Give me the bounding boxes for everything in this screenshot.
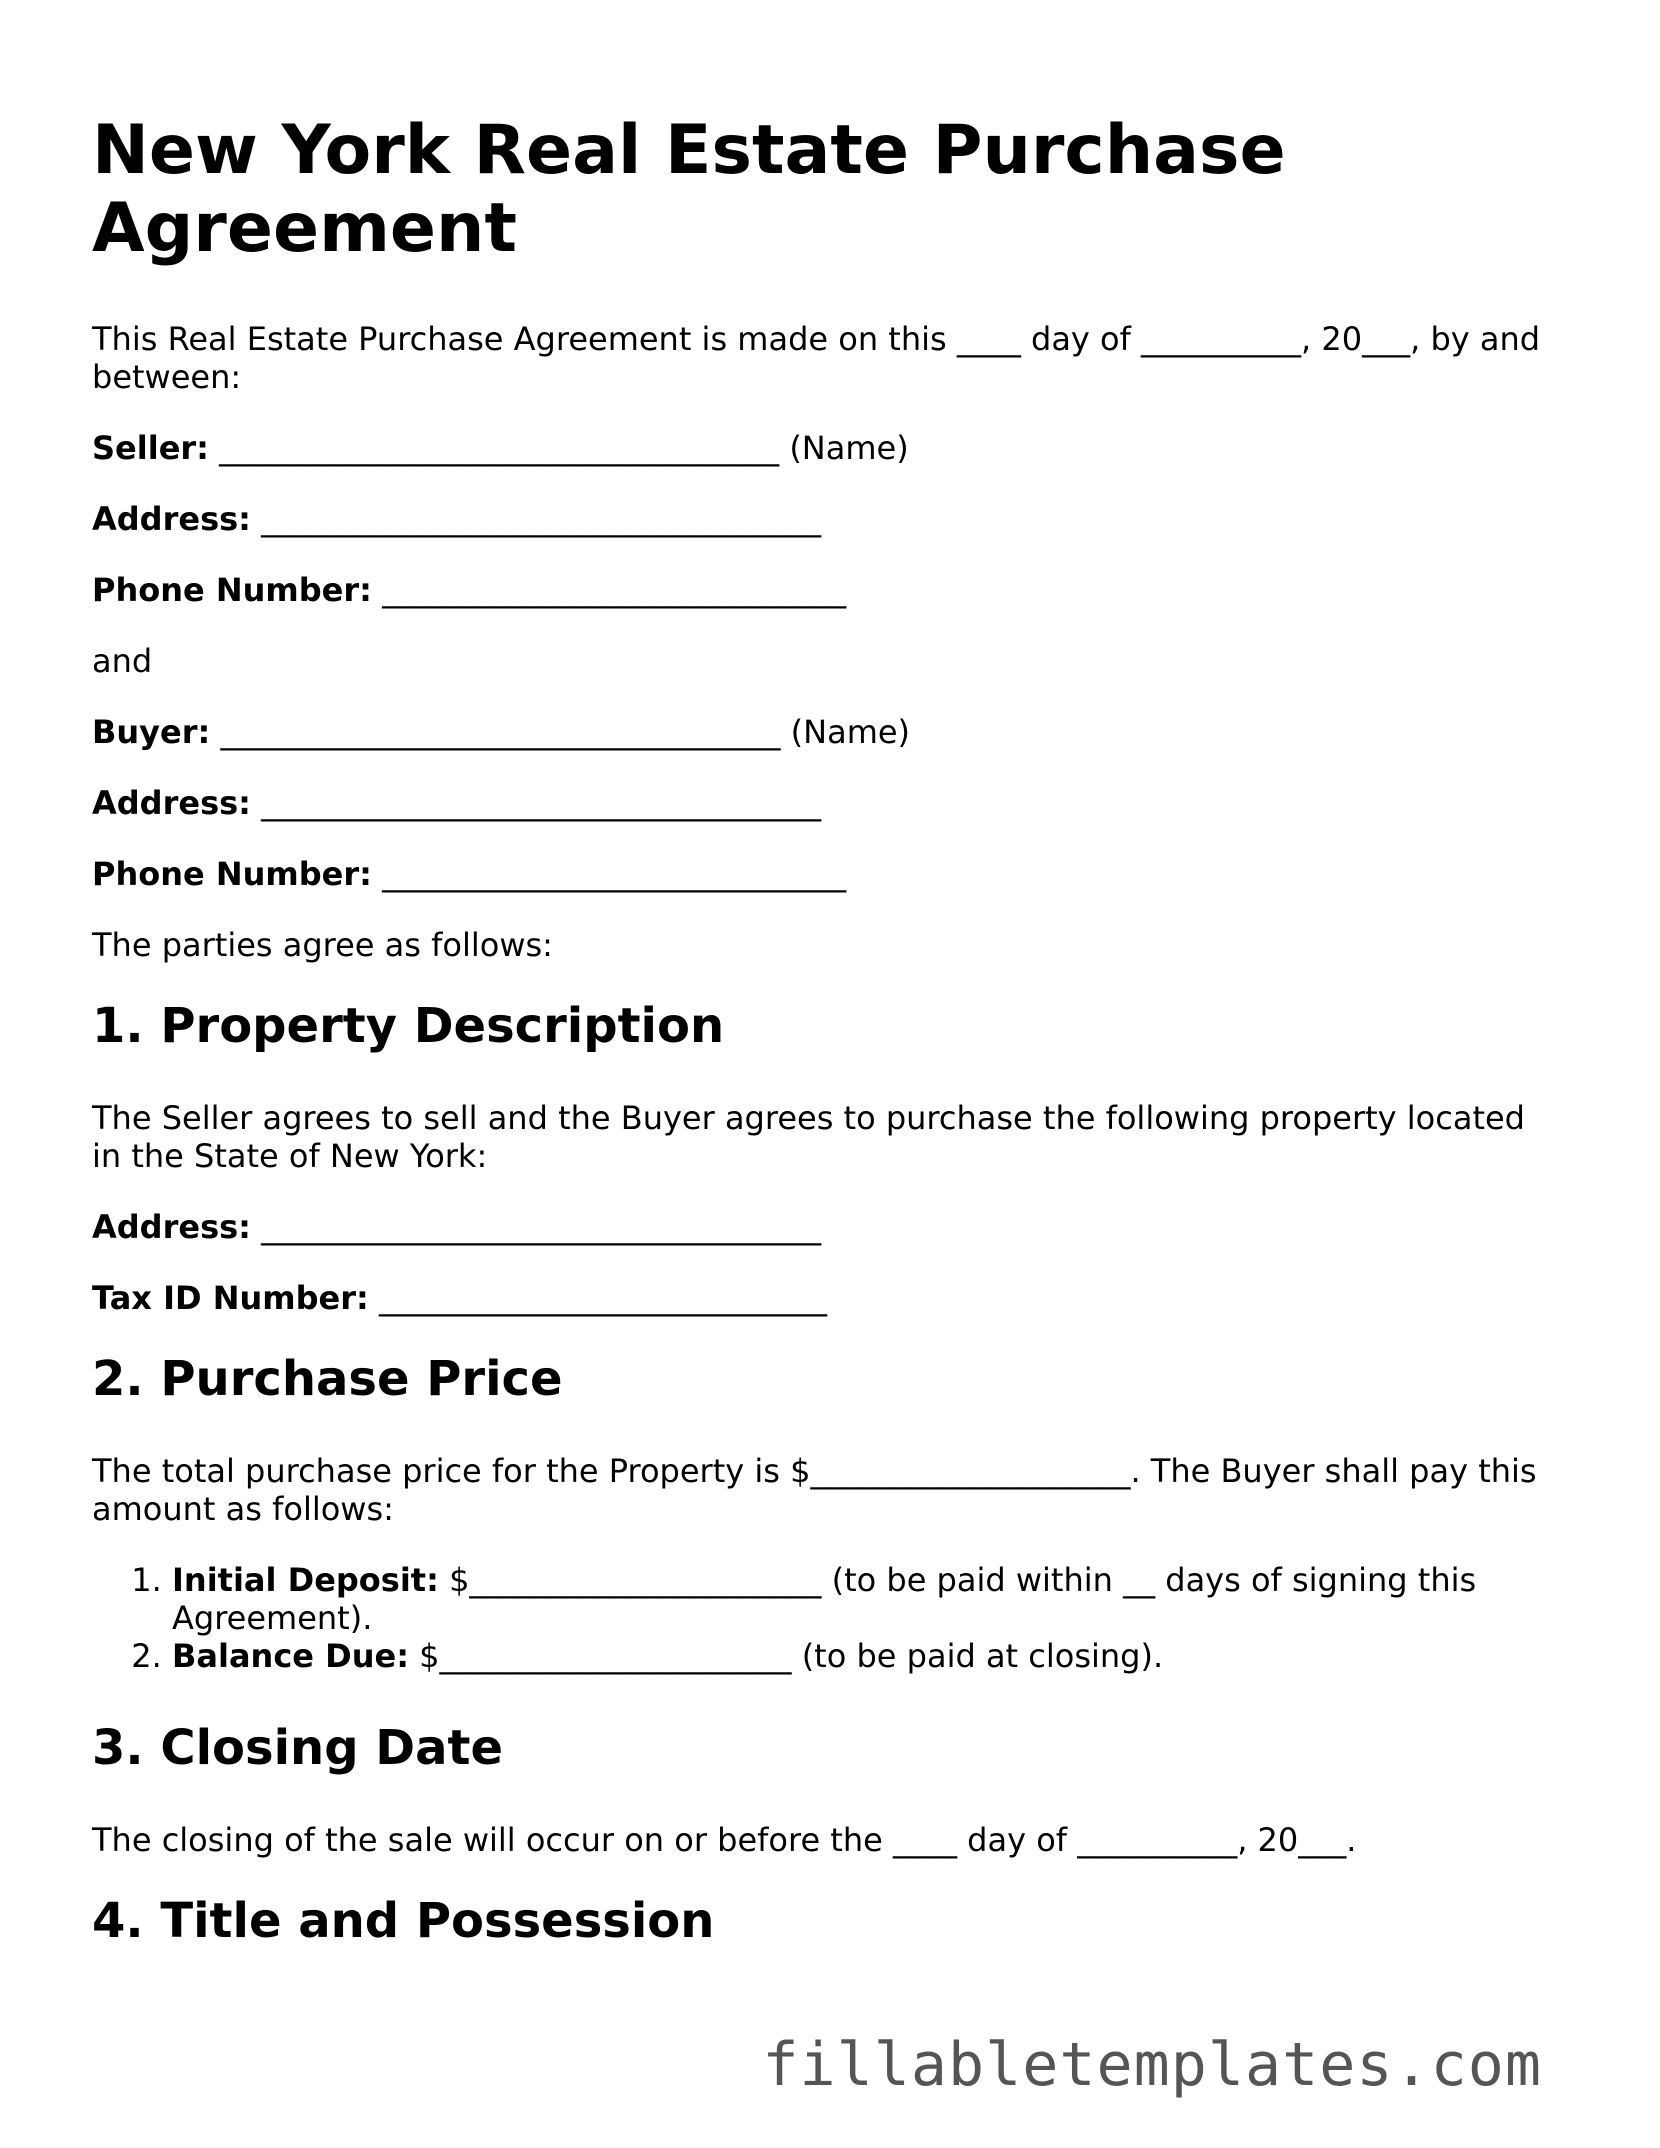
intro-paragraph: This Real Estate Purchase Agreement is made on this ____ day of __________, 20___, by and between: — [92, 320, 1541, 396]
list-item — [172, 1561, 1562, 1637]
buyer-address-line: ___________________________________ — [250, 784, 822, 822]
seller-name-line: ___________________________________ (Name) — [208, 429, 909, 467]
tax-id-line: ____________________________ — [368, 1279, 827, 1317]
seller-name-field — [92, 429, 1562, 467]
section-1-text: The Seller agrees to sell and the Buyer agrees to purchase the following property located in the State of New York: — [92, 1099, 1525, 1175]
seller-phone-line: _____________________________ — [371, 571, 847, 609]
initial-deposit-text: $______________________ (to be paid within __ days of signing this Agreement). — [172, 1561, 1477, 1637]
balance-due-text: $______________________ (to be paid at closing). — [408, 1637, 1164, 1675]
buyer-phone-line: _____________________________ — [371, 855, 847, 893]
section-4-heading: 4. Title and Possession — [92, 1893, 715, 1949]
seller-address-field — [92, 500, 1562, 538]
seller-phone-label: Phone Number: — [92, 571, 372, 609]
and-text: and — [92, 642, 153, 680]
buyer-phone-field — [92, 855, 1562, 893]
parties-agree-text: The parties agree as follows: — [92, 926, 553, 964]
buyer-address-label: Address: — [92, 784, 251, 822]
section-2-text: The total purchase price for the Property is $____________________. The Buyer shall pay this amount as follows: — [92, 1452, 1537, 1528]
initial-deposit-label: Initial Deposit: — [172, 1561, 439, 1599]
seller-address-line: ___________________________________ — [250, 500, 822, 538]
section-3-text: The closing of the sale will occur on or before the ____ day of __________, 20___. — [92, 1821, 1357, 1859]
buyer-address-field — [92, 784, 1562, 822]
balance-due-label: Balance Due: — [172, 1637, 409, 1675]
document-page — [92, 112, 1562, 1994]
list-item — [172, 1637, 1562, 1675]
seller-name-label: Seller: — [92, 429, 209, 467]
property-address-line: ___________________________________ — [250, 1208, 822, 1246]
seller-address-label: Address: — [92, 500, 251, 538]
section-3-heading: 3. Closing Date — [92, 1720, 503, 1776]
property-address-field — [92, 1208, 1562, 1246]
payment-list — [92, 1561, 1562, 1675]
seller-phone-field — [92, 571, 1562, 609]
watermark: fillabletemplates.com — [762, 2030, 1542, 2100]
document-title: New York Real Estate Purchase Agreement — [92, 111, 1286, 268]
buyer-name-line: ___________________________________ (Name) — [210, 713, 911, 751]
property-address-label: Address: — [92, 1208, 251, 1246]
section-2-heading: 2. Purchase Price — [92, 1351, 563, 1407]
buyer-name-label: Buyer: — [92, 713, 211, 751]
buyer-phone-label: Phone Number: — [92, 855, 372, 893]
buyer-name-field — [92, 713, 1562, 751]
section-1-heading: 1. Property Description — [92, 998, 725, 1054]
tax-id-label: Tax ID Number: — [92, 1279, 369, 1317]
tax-id-field — [92, 1279, 1562, 1317]
